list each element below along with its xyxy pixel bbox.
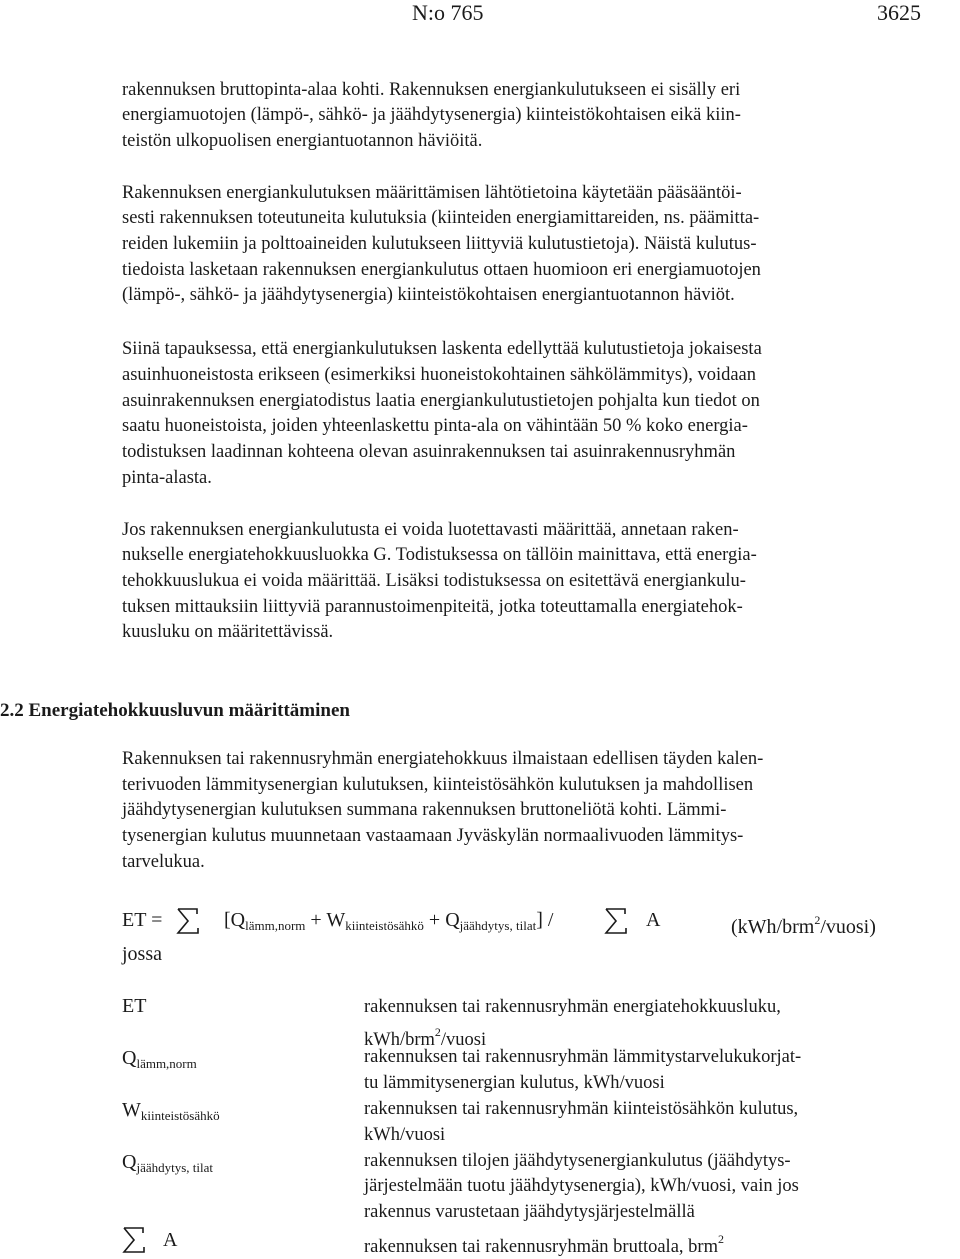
paragraph-line: terivuoden lämmitysenergian kulutuksen, kiinteistösähkön kulutuksen ja mahdollisen [122, 775, 754, 795]
formula-area: A [646, 909, 661, 931]
paragraph-line: asuinhuoneistosta erikseen (esimerkiksi huoneistokohtainen sähkölämmitys), voidaan [122, 365, 757, 385]
formula-unit: (kWh/brm$^2$/vuosi) [731, 913, 876, 938]
paragraph-line: tiedoista lasketaan rakennuksen energiankulutus ottaen huomioon eri energiamuotojen [122, 260, 761, 280]
definition-term: $Q_{jäähdytys, tilat}$ [122, 1151, 213, 1175]
definition-desc-line: rakennuksen tai rakennusryhmän lämmitystarvelukukorjat- [364, 1047, 802, 1067]
paragraph-line: jäähdytysenergian kulutuksen summana rakennuksen bruttoneliötä kohti. Lämmi- [122, 800, 727, 820]
definition-desc-line: rakennuksen tai rakennusryhmän energiatehokkuusluku, [364, 997, 781, 1017]
sum-symbol-icon [604, 907, 628, 935]
paragraph-line: rakennuksen bruttopinta-alaa kohti. Rakennuksen energiankulutukseen ei sisälly eri [122, 80, 741, 100]
definition-term: ET [122, 995, 147, 1017]
definition-desc-line: rakennus varustetaan jäähdytysjärjestelmällä [364, 1202, 695, 1222]
page-number: 3625 [877, 0, 921, 25]
paragraph-line: tysenergian kulutus muunnetaan vastaamaan Jyväskylän normaalivuoden lämmitys- [122, 826, 744, 846]
paragraph-line: tehokkuuslukua ei voida määrittää. Lisäksi todistuksessa on esitettävä energiankulu- [122, 571, 746, 591]
definition-desc-line: kWh/brm$^2$/vuosi [364, 1025, 487, 1050]
paragraph-line: asuinrakennuksen energiatodistus laatia energiankulutustietojen pohjalta kun tiedot on [122, 391, 760, 411]
section-heading: 2.2 Energiatehokkuusluvun määrittäminen [0, 700, 350, 721]
paragraph-line: nukselle energiatehokkuusluokka G. Todistuksessa on tällöin mainittava, että energia- [122, 545, 757, 565]
paragraph-line: energiamuotojen (lämpö-, sähkö- ja jäähdytysenergia) kiinteistökohtaisen eikä kiin- [122, 105, 741, 125]
paragraph-line: sesti rakennuksen toteutuneita kulutuksia (kiinteiden energiamittareiden, ns. päämitta- [122, 208, 760, 228]
definition-desc-line: rakennuksen tai rakennusryhmän kiinteistösähkön kulutus, [364, 1099, 799, 1119]
paragraph-line: tuksen mittauksiin liittyviä parannustoimenpiteitä, jotka toteuttamalla energiatehok- [122, 597, 743, 617]
paragraph-line: pinta-alasta. [122, 468, 212, 488]
definition-term: $Q_{lämm,norm}$ [122, 1047, 197, 1071]
paragraph-line: Siinä tapauksessa, että energiankulutuksen laskenta edellyttää kulutustietoja jokaisesta [122, 339, 762, 359]
definition-term: $W_{kiinteistösähkö}$ [122, 1099, 220, 1123]
paragraph-line: Jos rakennuksen energiankulutusta ei voida luotettavasti määrittää, annetaan raken- [122, 520, 739, 540]
paragraph-line: tarvelukua. [122, 852, 205, 872]
issue-number: N:o 765 [412, 0, 484, 25]
sum-symbol-icon [176, 907, 200, 935]
formula-body: $[Q_{lämm,norm} + W_{kiinteistösähkö} + Q_{jäähdytys, tilat}]$ / [224, 909, 554, 933]
definition-desc-line: kWh/vuosi [364, 1125, 446, 1145]
paragraph-line: todistuksen laadinnan kohteena olevan asuinrakennuksen tai asuinrakennusryhmän [122, 442, 736, 462]
definition-term: A [163, 1229, 178, 1251]
paragraph-line: saatu huoneistoista, joiden yhteenlaskettu pinta-ala on vähintään 50 % koko energia- [122, 416, 748, 436]
definition-desc-line: rakennuksen tilojen jäähdytysenergiankulutus (jäähdytys- [364, 1151, 791, 1171]
formula-where: jossa [122, 943, 162, 965]
definition-desc-line: tu lämmitysenergian kulutus, kWh/vuosi [364, 1073, 665, 1093]
paragraph-line: teistön ulkopuolisen energiantuotannon häviöitä. [122, 131, 483, 151]
paragraph-line: Rakennuksen tai rakennusryhmän energiatehokkuus ilmaistaan edellisen täyden kalen- [122, 749, 764, 769]
paragraph-line: Rakennuksen energiankulutuksen määrittämisen lähtötietoina käytetään pääsääntöi- [122, 183, 742, 203]
definition-desc-line: rakennuksen tai rakennusryhmän bruttoala, brm$^2$ [364, 1232, 724, 1257]
paragraph-line: reiden lukemiin ja polttoaineiden kulutukseen liittyviä kulutustietoja). Näistä kulutus- [122, 234, 757, 254]
formula-lhs: ET = [122, 909, 163, 931]
paragraph-line: (lämpö-, sähkö- ja jäähdytysenergia) kiinteistökohtaisen energiantuotannon häviöt. [122, 285, 735, 305]
paragraph-line: kuusluku on määritettävissä. [122, 622, 334, 642]
sum-symbol-icon [122, 1226, 146, 1259]
definition-desc-line: järjestelmään tuotu jäähdytysenergia), kWh/vuosi, vain jos [364, 1176, 799, 1196]
